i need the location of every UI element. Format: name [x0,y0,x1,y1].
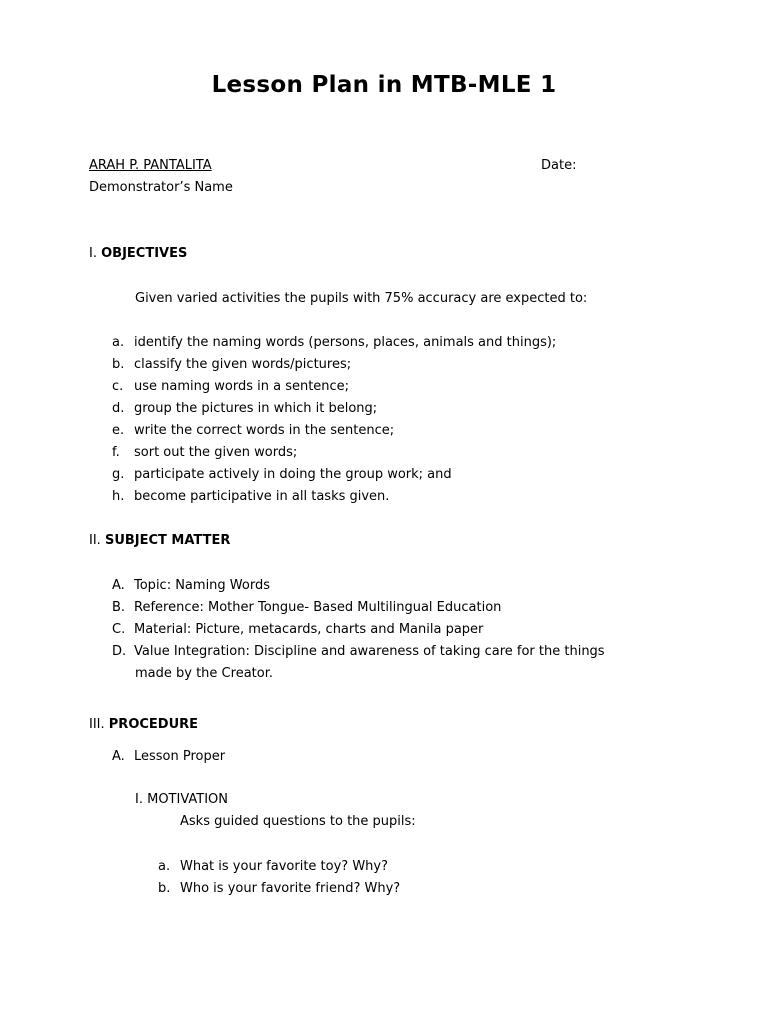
list-text: write the correct words in the sentence; [134,423,395,438]
motivation-label: I. MOTIVATION [135,792,228,807]
objectives-intro: Given varied activities the pupils with 75% accuracy are expected to: [135,291,588,306]
list-marker: C. [112,622,126,637]
list-text: identify the naming words (persons, places, animals and things); [134,335,557,350]
subject-matter-heading [89,533,230,549]
objectives-heading [89,246,187,262]
list-text: classify the given words/pictures; [134,357,352,372]
page-title: Lesson Plan in MTB-MLE 1 [211,72,557,98]
list-marker: f. [112,445,120,460]
subject-matter-title: SUBJECT MATTER [104,533,231,548]
objectives-title: OBJECTIVES [101,246,188,261]
list-text: become participative in all tasks given. [134,489,390,504]
list-text: participate actively in doing the group work; and [134,467,452,482]
list-marker: b. [112,357,125,372]
date-label: Date: [541,158,577,173]
procedure-number: III. [89,717,105,732]
demonstrator-caption: Demonstrator’s Name [89,180,233,195]
subject-matter-continuation: made by the Creator. [135,666,273,681]
lesson-proper-label: Lesson Proper [134,749,226,764]
list-marker: b. [158,881,171,896]
list-text: Topic: Naming Words [134,578,270,593]
list-marker: h. [112,489,125,504]
list-marker: e. [112,423,125,438]
procedure-title: PROCEDURE [108,717,199,732]
list-marker: B. [112,600,126,615]
list-marker: c. [112,379,124,394]
list-marker: D. [112,644,127,659]
list-text: Who is your favorite friend? Why? [180,881,401,896]
list-marker: a. [158,859,171,874]
list-text: Value Integration: Discipline and awareness of taking care for the things [134,644,605,659]
list-marker: d. [112,401,125,416]
list-text: use naming words in a sentence; [134,379,350,394]
objectives-number: I. [89,246,97,261]
procedure-heading [89,717,198,733]
list-text: Reference: Mother Tongue- Based Multilingual Education [134,600,502,615]
list-text: Material: Picture, metacards, charts and Manila paper [134,622,484,637]
list-text: What is your favorite toy? Why? [180,859,389,874]
demonstrator-name: ARAH P. PANTALITA [89,158,212,173]
lesson-proper-marker: A. [112,749,125,764]
list-marker: g. [112,467,125,482]
list-marker: a. [112,335,125,350]
motivation-intro: Asks guided questions to the pupils: [180,814,416,829]
subject-matter-number: II. [89,533,101,548]
list-text: sort out the given words; [134,445,298,460]
list-marker: A. [112,578,125,593]
list-text: group the pictures in which it belong; [134,401,378,416]
